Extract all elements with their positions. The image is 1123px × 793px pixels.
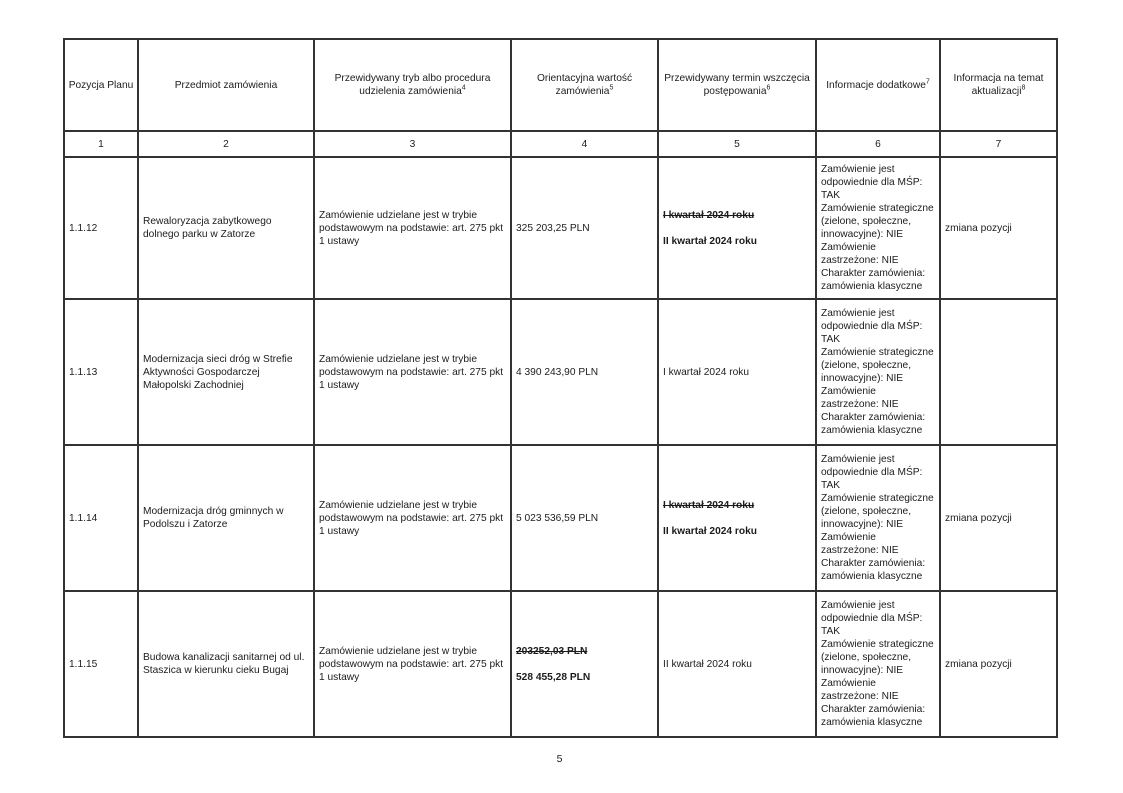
additional-info-line: Zamówienie zastrzeżone: NIE — [821, 678, 899, 702]
cell-value — [511, 445, 658, 591]
header-row — [64, 39, 1057, 131]
column-number-row — [64, 131, 1057, 157]
cell-term — [658, 157, 816, 299]
current-value: 325 203,25 PLN — [516, 222, 590, 234]
column-header-label: Przewidywany tryb albo procedura udzielenia zamówienia — [334, 73, 491, 97]
column-header-label: Informacje dodatkowe — [826, 79, 926, 91]
cell-additional-info — [816, 299, 940, 445]
cell-procedure: Zamówienie udzielane jest w trybie podstawowym na podstawie: art. 275 pkt 1 ustawy — [314, 591, 511, 737]
current-value: 5 023 536,59 PLN — [516, 512, 599, 524]
column-header-label: Pozycja Planu — [68, 79, 134, 91]
cell-subject: Budowa kanalizacji sanitarnej od ul. Staszica w kierunku cieku Bugaj — [138, 591, 314, 737]
column-header-termin — [658, 39, 816, 131]
additional-info-line: Zamówienie strategiczne (zielone, społeczne, innowacyjne): NIE — [821, 493, 934, 530]
cell-subject: Modernizacja sieci dróg w Strefie Aktywności Gospodarczej Małopolski Zachodniej — [138, 299, 314, 445]
cell-term — [658, 445, 816, 591]
additional-info-line: Zamówienie strategiczne (zielone, społeczne, innowacyjne): NIE — [821, 347, 934, 384]
table-row — [64, 445, 1057, 591]
cell-value — [511, 157, 658, 299]
column-header-aktualizacja — [940, 39, 1057, 131]
cell-value — [511, 591, 658, 737]
column-header-label: Orientacyjna wartość zamówienia — [536, 73, 633, 97]
column-header-wartosc — [511, 39, 658, 131]
table-row — [64, 299, 1057, 445]
footnote-ref: 6 — [766, 84, 771, 92]
cell-procedure: Zamówienie udzielane jest w trybie podstawowym na podstawie: art. 275 pkt 1 ustawy — [314, 157, 511, 299]
current-value: II kwartał 2024 roku — [663, 525, 758, 537]
column-header-label: Informacja na temat aktualizacji — [953, 73, 1044, 97]
cell-position: 1.1.14 — [64, 445, 138, 591]
column-number: 6 — [816, 131, 940, 157]
column-header-informacje-dodatkowe — [816, 39, 940, 131]
column-header-pozycja-planu — [64, 39, 138, 131]
column-number: 2 — [138, 131, 314, 157]
additional-info-line: Charakter zamówienia: zamówienia klasyczne — [821, 268, 926, 292]
table-row — [64, 591, 1057, 737]
cell-position: 1.1.13 — [64, 299, 138, 445]
old-value: I kwartał 2024 roku — [663, 499, 755, 511]
current-value: II kwartał 2024 roku — [663, 658, 752, 670]
procurement-plan-table — [63, 38, 1058, 738]
additional-info-line: Zamówienie strategiczne (zielone, społeczne, innowacyjne): NIE — [821, 203, 934, 240]
cell-term — [658, 591, 816, 737]
column-number: 5 — [658, 131, 816, 157]
footnote-ref: 5 — [609, 84, 614, 92]
additional-info-line: Charakter zamówienia: zamówienia klasyczne — [821, 412, 926, 436]
additional-info-line: Zamówienie jest odpowiednie dla MŚP: TAK — [821, 164, 923, 201]
cell-additional-info — [816, 445, 940, 591]
column-number: 4 — [511, 131, 658, 157]
column-header-label: Przewidywany termin wszczęcia postępowania — [664, 73, 810, 97]
cell-update: zmiana pozycji — [940, 445, 1057, 591]
page-number: 5 — [556, 753, 563, 765]
table-row — [64, 157, 1057, 299]
footnote-ref: 4 — [461, 84, 466, 92]
cell-update — [940, 299, 1057, 445]
additional-info-line: Charakter zamówienia: zamówienia klasyczne — [821, 704, 926, 728]
table-body — [64, 157, 1057, 737]
additional-info-line: Zamówienie jest odpowiednie dla MŚP: TAK — [821, 600, 923, 637]
cell-position: 1.1.12 — [64, 157, 138, 299]
current-value: II kwartał 2024 roku — [663, 235, 758, 247]
additional-info-line: Charakter zamówienia: zamówienia klasyczne — [821, 558, 926, 582]
cell-subject: Rewaloryzacja zabytkowego dolnego parku w Zatorze — [138, 157, 314, 299]
current-value: 4 390 243,90 PLN — [516, 366, 599, 378]
old-value: I kwartał 2024 roku — [663, 209, 755, 221]
cell-update: zmiana pozycji — [940, 157, 1057, 299]
additional-info-line: Zamówienie zastrzeżone: NIE — [821, 532, 899, 556]
cell-additional-info — [816, 157, 940, 299]
additional-info-line: Zamówienie jest odpowiednie dla MŚP: TAK — [821, 308, 923, 345]
additional-info-line: Zamówienie zastrzeżone: NIE — [821, 386, 899, 410]
cell-position: 1.1.15 — [64, 591, 138, 737]
footnote-ref: 7 — [925, 78, 930, 86]
cell-procedure: Zamówienie udzielane jest w trybie podstawowym na podstawie: art. 275 pkt 1 ustawy — [314, 299, 511, 445]
column-number: 7 — [940, 131, 1057, 157]
column-header-tryb — [314, 39, 511, 131]
footnote-ref: 8 — [1021, 84, 1026, 92]
column-number: 3 — [314, 131, 511, 157]
additional-info-line: Zamówienie jest odpowiednie dla MŚP: TAK — [821, 454, 923, 491]
additional-info-line: Zamówienie strategiczne (zielone, społeczne, innowacyjne): NIE — [821, 639, 934, 676]
cell-value — [511, 299, 658, 445]
cell-procedure: Zamówienie udzielane jest w trybie podstawowym na podstawie: art. 275 pkt 1 ustawy — [314, 445, 511, 591]
additional-info-line: Zamówienie zastrzeżone: NIE — [821, 242, 899, 266]
cell-update: zmiana pozycji — [940, 591, 1057, 737]
column-number: 1 — [64, 131, 138, 157]
cell-term — [658, 299, 816, 445]
cell-subject: Modernizacja dróg gminnych w Podolszu i Zatorze — [138, 445, 314, 591]
cell-additional-info — [816, 591, 940, 737]
current-value: I kwartał 2024 roku — [663, 366, 750, 378]
column-header-label: Przedmiot zamówienia — [174, 79, 278, 91]
table-header — [64, 39, 1057, 157]
column-header-przedmiot — [138, 39, 314, 131]
old-value: 203252,03 PLN — [516, 645, 588, 657]
current-value: 528 455,28 PLN — [516, 671, 591, 683]
